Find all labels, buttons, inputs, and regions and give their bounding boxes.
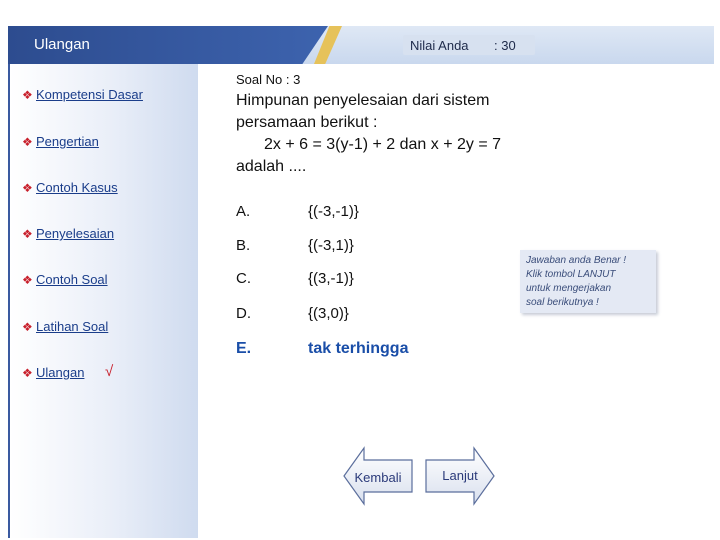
question-line: persamaan berikut : bbox=[236, 114, 378, 131]
option-e-text[interactable]: tak terhingga bbox=[308, 340, 409, 357]
question-number: Soal No : 3 bbox=[236, 72, 301, 87]
diamond-bullet-icon: ❖ bbox=[22, 273, 33, 287]
sidebar-item-label: Contoh Soal bbox=[36, 272, 108, 287]
sidebar-item-latihan-soal[interactable] bbox=[22, 319, 108, 334]
option-d-letter[interactable]: D. bbox=[236, 305, 251, 322]
score-value: : 30 bbox=[494, 38, 516, 53]
option-c-text[interactable]: {(3,-1)} bbox=[308, 270, 354, 287]
question-line: adalah .... bbox=[236, 158, 307, 175]
sidebar-item-contoh-kasus[interactable] bbox=[22, 180, 118, 195]
back-button-label: Kembali bbox=[354, 470, 402, 485]
option-b-text[interactable]: {(-3,1)} bbox=[308, 237, 354, 254]
next-button[interactable] bbox=[424, 446, 496, 506]
option-a-text[interactable]: {(-3,-1)} bbox=[308, 203, 359, 220]
feedback-line: Jawaban anda Benar ! bbox=[526, 255, 627, 266]
diamond-bullet-icon: ❖ bbox=[22, 366, 33, 380]
question-equation: 2x + 6 = 3(y-1) + 2 dan x + 2y = 7 bbox=[264, 136, 502, 153]
question-text bbox=[236, 90, 576, 178]
sidebar-item-label: Penyelesaian bbox=[36, 226, 115, 241]
diamond-bullet-icon: ❖ bbox=[22, 227, 33, 241]
sidebar-item-ulangan[interactable] bbox=[22, 365, 84, 380]
diamond-bullet-icon: ❖ bbox=[22, 181, 33, 195]
option-c-letter[interactable]: C. bbox=[236, 270, 251, 287]
sidebar-item-kompetensi-dasar[interactable] bbox=[22, 87, 143, 102]
page-title: Ulangan bbox=[34, 36, 90, 53]
feedback-message bbox=[526, 254, 654, 310]
diamond-bullet-icon: ❖ bbox=[22, 88, 33, 102]
option-e-letter[interactable]: E. bbox=[236, 340, 252, 357]
sidebar-item-penyelesaian[interactable] bbox=[22, 226, 114, 241]
sidebar-item-label: Contoh Kasus bbox=[36, 180, 118, 195]
option-b-letter[interactable]: B. bbox=[236, 237, 251, 254]
question-line: Himpunan penyelesaian dari sistem bbox=[236, 92, 490, 109]
sidebar-item-label: Pengertian bbox=[36, 134, 99, 149]
feedback-line: untuk mengerjakan bbox=[526, 283, 612, 294]
sidebar-item-contoh-soal[interactable] bbox=[22, 272, 108, 287]
sidebar-item-label: Ulangan bbox=[36, 365, 85, 380]
header-bar bbox=[8, 26, 714, 64]
next-button-label: Lanjut bbox=[442, 468, 478, 483]
score-label: Nilai Anda bbox=[410, 38, 469, 53]
checkmark-icon: √ bbox=[105, 363, 114, 380]
diamond-bullet-icon: ❖ bbox=[22, 320, 33, 334]
option-d-text[interactable]: {(3,0)} bbox=[308, 305, 349, 322]
option-a-letter[interactable]: A. bbox=[236, 203, 251, 220]
diamond-bullet-icon: ❖ bbox=[22, 135, 33, 149]
feedback-line: Klik tombol LANJUT bbox=[526, 269, 616, 280]
sidebar-item-label: Latihan Soal bbox=[36, 319, 109, 334]
back-button[interactable] bbox=[342, 446, 414, 506]
sidebar-item-pengertian[interactable] bbox=[22, 134, 99, 149]
sidebar-item-label: Kompetensi Dasar bbox=[36, 87, 143, 102]
feedback-line: soal berikutnya ! bbox=[526, 297, 599, 308]
